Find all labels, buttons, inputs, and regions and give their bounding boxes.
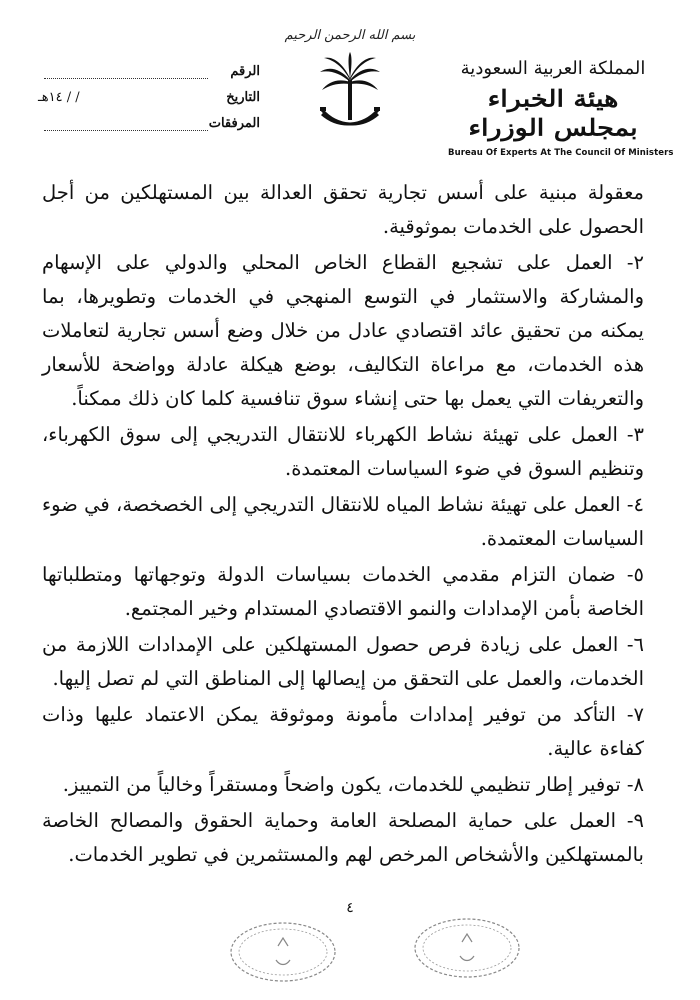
reference-line	[44, 78, 208, 79]
attachments-line	[44, 130, 208, 131]
clause-5: ٥- ضمان التزام مقدمي الخدمات بسياسات الدولة وتوجهاتها ومتطلباتها الخاصة بأمن الإمدادات والنمو الاقتصادي المستدام وخير المجتمع.	[42, 563, 644, 620]
basmala: بسم الله الرحمن الرحيم	[284, 28, 416, 43]
clause-3: ٣- العمل على تهيئة نشاط الكهرباء للانتقال التدريجي إلى سوق الكهرباء، وتنظيم السوق في ضوء السياسات المعتمدة.	[42, 423, 644, 480]
clause-8: ٨- توفير إطار تنظيمي للخدمات، يكون واضحاً ومستقراً وخالياً من التمييز.	[62, 773, 644, 796]
date-row	[38, 90, 260, 116]
page-number: ٤	[346, 900, 354, 916]
date-value: / / ١٤هـ	[38, 90, 80, 105]
attachments-label: المرفقات	[208, 116, 260, 131]
bureau-name-arabic: هيئة الخبراء بمجلس الوزراء	[468, 85, 638, 142]
clause-2: ٢- العمل على تشجيع القطاع الخاص المحلي والدولي على الإسهام والمشاركة والاستثمار في التوسع المنهجي في الخدمات وتطويرها، بما يمكنه من تحقيق عائد اقتصادي عادل من خلال وضع أسس تجارية لتعاملات هذه الخدمات، مع مراعاة التكاليف، بوضع هيكلة عادلة وواضحة للأسعار والتعريفات التي يعمل بها حتى إنشاء سوق تنافسية كلما كان ذلك ممكناً.	[42, 251, 644, 410]
attachments-row	[38, 116, 260, 142]
document-body	[42, 176, 644, 872]
clause-9: ٩- العمل على حماية المصلحة العامة وحماية الحقوق والمصالح الخاصة بالمستهلكين والأشخاص المرخص لهم والمستثمرين في تطوير الخدمات.	[42, 809, 644, 866]
document-meta-block	[38, 64, 260, 142]
official-seal-stamp-icon	[228, 920, 338, 984]
reference-row	[38, 64, 260, 90]
date-label: التاريخ	[226, 90, 260, 105]
paragraph-continuation: معقولة مبنية على أسس تجارية تحقق العدالة بين المستهلكين من أجل الحصول على الخدمات بموثوقية.	[42, 181, 644, 238]
clause-4: ٤- العمل على تهيئة نشاط المياه للانتقال التدريجي إلى الخصخصة، في ضوء السياسات المعتمدة.	[42, 493, 644, 550]
clause-6: ٦- العمل على زيادة فرص حصول المستهلكين على الإمدادات اللازمة من الخدمات، والعمل على التحقق من إيصالها إلى المناطق التي لم تصل إليها.	[42, 633, 644, 690]
reference-label: الرقم	[230, 64, 260, 79]
clause-7: ٧- التأكد من توفير إمدادات مأمونة وموثوقة يمكن الاعتماد عليها وذات كفاءة عالية.	[42, 703, 644, 760]
bureau-name-english: Bureau Of Experts At The Council Of Ministers	[448, 148, 674, 158]
palm-and-crossed-swords-icon	[318, 52, 382, 136]
institution-name-block	[448, 58, 674, 159]
letterhead	[0, 0, 700, 160]
official-seal-stamp-icon	[412, 916, 522, 980]
kingdom-name: المملكة العربية السعودية	[460, 58, 646, 79]
